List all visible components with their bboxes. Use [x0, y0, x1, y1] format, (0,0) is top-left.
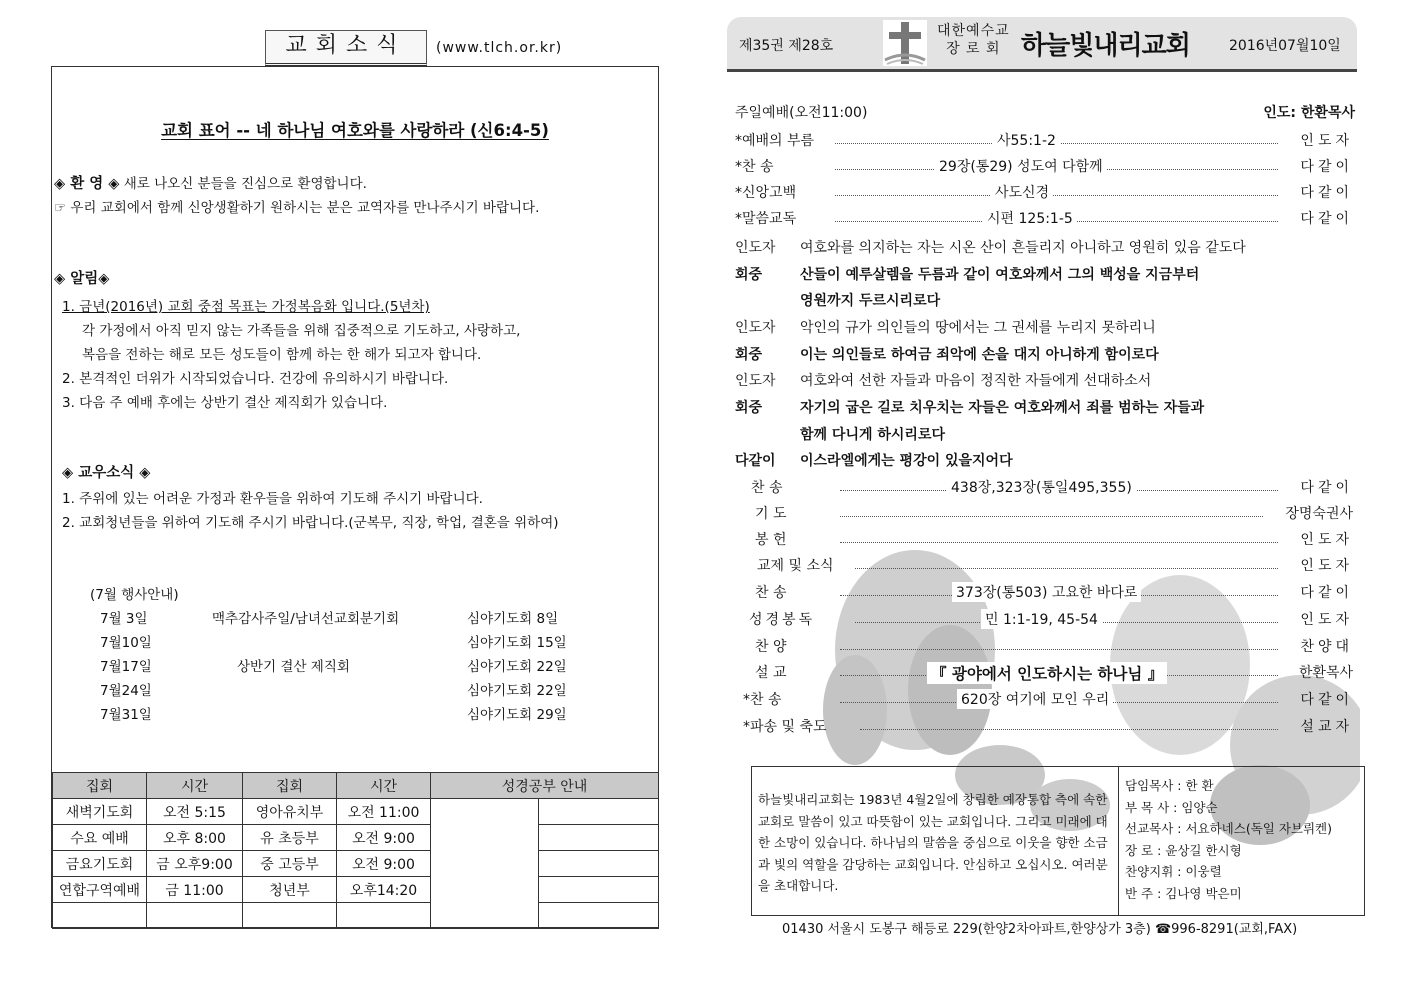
news-box: [51, 66, 659, 928]
order-label: 찬 양: [755, 639, 787, 655]
event-date: 7월24일: [100, 683, 152, 699]
staff-item: 장 로 : 윤상길 한시형: [1125, 842, 1242, 858]
table-cell: 오전 11:00: [337, 799, 431, 825]
church-url[interactable]: (www.tlch.or.kr): [436, 40, 563, 56]
order-performer: 설교자: [1300, 719, 1353, 735]
welcome-text: 새로 나오신 분들을 진심으로 환영합니다.: [123, 176, 367, 192]
order-row: [735, 716, 1353, 740]
order-row: [735, 636, 1353, 660]
bible-study-cell: [539, 825, 659, 851]
denomination-line: 장 로 회: [946, 41, 1001, 57]
order-content: 민 1:1-19, 45-54: [981, 609, 1102, 629]
event-date: 7월 3일: [100, 611, 148, 627]
responsive-speaker: 회중: [735, 267, 763, 283]
service-leader: 인도: 한환목사: [1263, 105, 1355, 121]
order-row: [735, 208, 1353, 232]
order-performer: 인도자: [1300, 558, 1353, 574]
table-row: [53, 825, 659, 851]
order-label: 봉 헌: [755, 532, 787, 548]
welcome-note: ☞ 우리 교회에서 함께 신앙생활하기 원하시는 분은 교역자를 만나주시기 바랍니다.: [54, 200, 540, 216]
responsive-text: 함께 다니게 하시리로다: [800, 427, 945, 443]
table-cell: 금 오후9:00: [147, 851, 243, 877]
order-label: 설 교: [755, 665, 787, 681]
staff-item: 선교목사 : 서요하네스(독일 자브뤼켄): [1125, 821, 1333, 836]
dot-leader: [835, 195, 1278, 196]
order-performer: 다같이: [1300, 480, 1353, 496]
bible-study-cell: [539, 851, 659, 877]
staff-list: [1125, 775, 1332, 904]
order-label: *찬 송: [735, 159, 774, 175]
church-introduction: 하늘빛내리교회는 1983년 4월2일에 창립한 예장통합 측에 속한 교회로 말씀이 있고 따뜻함이 있는 교회입니다. 그리고 미래에 대한 소망이 있습니다. 하나님의 말씀을 중심으로 이웃을 향한 소금과 빛의 역할을 감당하는 교회입니다. 안심하고 오십시오. 여러분을 초대합니다.: [758, 792, 1108, 893]
order-label: *신앙고백: [735, 185, 797, 201]
table-cell: 오후 8:00: [147, 825, 243, 851]
order-performer: 찬양대: [1300, 639, 1353, 655]
responsive-speaker: 인도자: [735, 240, 776, 256]
staff-item: 반 주 : 김나영 박은미: [1125, 885, 1242, 901]
responsive-speaker: 인도자: [735, 320, 776, 336]
section-title: 교회소식: [265, 30, 427, 66]
order-row: [735, 477, 1353, 501]
bible-study-cell: [431, 799, 539, 929]
table-cell: 청년부: [243, 877, 337, 903]
table-cell: 새벽기도회: [53, 799, 147, 825]
col-header: 집회: [53, 773, 147, 799]
table-row: [53, 799, 659, 825]
table-cell: 유 초등부: [243, 825, 337, 851]
church-motto: 교회 표어 -- 네 하나님 여호와를 사랑하라 (신6:4-5): [161, 121, 549, 140]
table-cell: 수요 예배: [53, 825, 147, 851]
welcome-heading: ◈ 환 영 ◈: [54, 176, 120, 192]
table-cell: 연합구역예배: [53, 877, 147, 903]
notice-item: 복음을 전하는 해로 모든 성도들이 함께 하는 한 해가 되고자 합니다.: [82, 347, 482, 363]
order-content: 373장(통503) 고요한 바다로: [952, 582, 1141, 602]
masthead: [727, 17, 1357, 72]
order-row: [735, 609, 1353, 633]
responsive-text: 산들이 예루살렘을 두름과 같이 여호와께서 그의 백성을 지금부터: [800, 267, 1200, 283]
order-label: 기 도: [755, 506, 787, 522]
notice-heading: ◈ 알림◈: [54, 271, 110, 287]
responsive-speaker: 회중: [735, 347, 763, 363]
dot-leader: [840, 542, 1278, 543]
responsive-text: 여호와를 의지하는 자는 시온 산이 흔들리지 아니하고 영원히 있음 같도다: [800, 240, 1246, 256]
denomination-line: 대한예수교: [937, 23, 1010, 39]
responsive-text: 자기의 굽은 길로 치우치는 자들은 여호와께서 죄를 범하는 자들과: [800, 400, 1205, 416]
order-label: 찬 송: [751, 480, 783, 496]
table-cell: 금 11:00: [147, 877, 243, 903]
sermon-title: 『 광야에서 인도하시는 하나님 』: [927, 662, 1167, 684]
order-label: *예배의 부름: [735, 133, 815, 149]
events-heading: (7월 행사안내): [90, 587, 179, 603]
table-row: [53, 903, 659, 929]
table-cell: 오후14:20: [337, 877, 431, 903]
order-content: 438장,323장(통일495,355): [947, 477, 1136, 497]
event-date: 7월17일: [100, 659, 152, 675]
event-prayer: 심야기도회 22일: [467, 683, 567, 699]
order-row: [735, 662, 1353, 686]
staff-item: 담임목사 : 한 환: [1125, 778, 1214, 793]
responsive-text: 여호와여 선한 자들과 마음이 정직한 자들에게 선대하소서: [800, 373, 1152, 389]
staff-item: 찬양지휘 : 이웅렬: [1125, 864, 1222, 879]
welcome-block: [54, 172, 367, 193]
volume-number: 제35권 제28호: [739, 38, 834, 54]
table-cell: [147, 903, 243, 929]
order-performer: 다같이: [1300, 159, 1353, 175]
notice-item: 각 가정에서 아직 믿지 않는 가족들을 위해 집중적으로 기도하고, 사랑하고,: [82, 323, 521, 339]
bulletin-date: 2016년07월10일: [1229, 38, 1341, 54]
bible-study-cell: [539, 799, 659, 825]
staff-item: 부 목 사 : 임양순: [1125, 799, 1218, 815]
order-content: 사55:1-2: [993, 130, 1060, 150]
responsive-text: 영원까지 두르시리로다: [800, 293, 941, 309]
order-performer: 다같이: [1300, 585, 1353, 601]
order-performer: 인도자: [1300, 532, 1353, 548]
event-prayer: 심야기도회 8일: [467, 611, 559, 627]
event-date: 7월10일: [100, 635, 152, 651]
members-heading: ◈ 교우소식 ◈: [62, 465, 151, 481]
order-performer: 다같이: [1300, 211, 1353, 227]
responsive-speaker: 다같이: [735, 453, 776, 469]
responsive-text: 이스라엘에게는 평강이 있을지어다: [800, 453, 1013, 469]
table-cell: [243, 903, 337, 929]
event-prayer: 심야기도회 15일: [467, 635, 567, 651]
order-row: [735, 689, 1353, 713]
table-cell: 금요기도회: [53, 851, 147, 877]
dot-leader: [840, 649, 1278, 650]
table-cell: 영아유치부: [243, 799, 337, 825]
col-header: 시간: [147, 773, 243, 799]
notice-item: 3. 다음 주 예배 후에는 상반기 결산 제직회가 있습니다.: [62, 395, 388, 411]
church-logo-icon: [883, 20, 927, 66]
members-item: 2. 교회청년들을 위하여 기도해 주시기 바랍니다.(군복무, 직장, 학업, 결혼을 위하여): [62, 515, 559, 531]
order-content: 29장(통29) 성도여 다함께: [935, 156, 1107, 176]
table-cell: 중 고등부: [243, 851, 337, 877]
bible-study-cell: [539, 877, 659, 903]
event-prayer: 심야기도회 22일: [467, 659, 567, 675]
order-performer: 장명숙권사: [1285, 506, 1353, 522]
event-prayer: 심야기도회 29일: [467, 707, 567, 723]
col-header: 집회: [243, 773, 337, 799]
church-info-box: [751, 766, 1365, 916]
notice-item: 1. 금년(2016년) 교회 중점 목표는 가정복음화 입니다.(5년차): [62, 299, 430, 315]
service-schedule-table: [52, 772, 659, 929]
responsive-speaker: 회중: [735, 400, 763, 416]
order-row: [735, 503, 1353, 527]
order-content: 사도신경: [991, 182, 1053, 202]
members-item: 1. 주위에 있는 어려운 가정과 환우들을 위하여 기도해 주시기 바랍니다.: [62, 491, 483, 507]
order-performer: 인도자: [1300, 133, 1353, 149]
order-row: [735, 130, 1353, 154]
order-content: 620장 여기에 모인 우리: [957, 689, 1113, 709]
order-row: [735, 529, 1353, 553]
order-label: *말씀교독: [735, 211, 797, 227]
church-name: 하늘빛내리교회: [1021, 31, 1190, 61]
table-row: [53, 851, 659, 877]
event-date: 7월31일: [100, 707, 152, 723]
church-address: 01430 서울시 도봉구 해등로 229(한양2차아파트,한양상가 3층) ☎996-8291(교회,FAX): [782, 922, 1298, 937]
notice-item: 2. 본격적인 더위가 시작되었습니다. 건강에 유의하시기 바랍니다.: [62, 371, 449, 387]
event-name: 상반기 결산 제직회: [237, 659, 350, 675]
order-row: [735, 182, 1353, 206]
order-label: 찬 송: [755, 585, 787, 601]
table-row: [53, 877, 659, 903]
denomination: [937, 22, 1010, 58]
order-row: [735, 582, 1353, 606]
responsive-text: 이는 의인들로 하여금 죄악에 손을 대지 아니하게 함이로다: [800, 347, 1159, 363]
order-content: 시편 125:1-5: [983, 208, 1077, 228]
dot-leader: [855, 568, 1278, 569]
table-cell: 오전 9:00: [337, 825, 431, 851]
table-cell: [53, 903, 147, 929]
event-name: 맥추감사주일/남녀선교회분기회: [212, 611, 400, 627]
col-header: 시간: [337, 773, 431, 799]
table-header-row: [53, 773, 659, 799]
order-row: [735, 555, 1353, 579]
table-cell: 오전 5:15: [147, 799, 243, 825]
order-performer: 한환목사: [1298, 665, 1353, 681]
order-label: 성경봉독: [749, 612, 816, 628]
order-performer: 다같이: [1300, 692, 1353, 708]
order-row: [735, 156, 1353, 180]
order-label: 교제 및 소식: [757, 558, 834, 574]
responsive-speaker: 인도자: [735, 373, 776, 389]
bible-study-cell: [539, 903, 659, 929]
order-label: *찬 송: [743, 692, 782, 708]
order-performer: 다같이: [1300, 185, 1353, 201]
table-cell: [337, 903, 431, 929]
dot-leader: [840, 516, 1263, 517]
service-title: 주일예배(오전11:00): [735, 105, 868, 121]
divider: [1118, 767, 1119, 915]
table-cell: 오전 9:00: [337, 851, 431, 877]
col-header: 성경공부 안내: [431, 773, 659, 799]
dot-leader: [860, 729, 1278, 730]
order-performer: 인도자: [1300, 612, 1353, 628]
order-label: *파송 및 축도: [743, 719, 827, 735]
responsive-text: 악인의 규가 의인들의 땅에서는 그 권세를 누리지 못하리니: [800, 320, 1156, 336]
